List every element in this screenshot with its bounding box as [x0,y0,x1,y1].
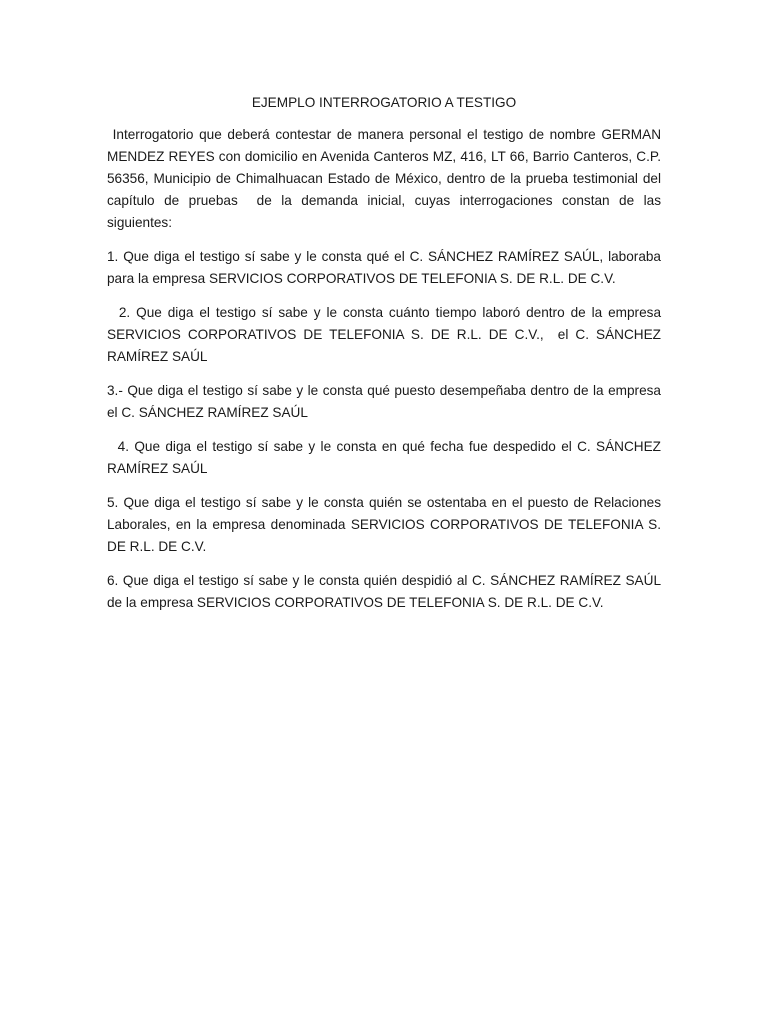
question-5: 5. Que diga el testigo sí sabe y le consta quién se ostentaba en el puesto de Relaciones Laborales, en la empresa denominada SERVICIOS CORPORATIVOS DE TELEFONIA S. DE R.L. DE C.V. [107,495,665,554]
document-title: EJEMPLO INTERROGATORIO A TESTIGO [251,95,517,110]
intro-paragraph: Interrogatorio que deberá contestar de manera personal el testigo de nombre GERMAN MENDEZ REYES con domicilio en Avenida Canteros MZ, 416, LT 66, Barrio Canteros, C.P. 56356, Municipio de Chimalhuacan Estado de México, dentro de la prueba testimonial del capítulo de pruebas de la demanda inicial, cuyas interrogaciones constan de las siguientes: [107,127,665,230]
question-1: 1. Que diga el testigo sí sabe y le consta qué el C. SÁNCHEZ RAMÍREZ SAÚL, laboraba para la empresa SERVICIOS CORPORATIVOS DE TELEFONIA S. DE R.L. DE C.V. [107,249,665,286]
document-body [107,92,665,626]
question-4: 4. Que diga el testigo sí sabe y le consta en qué fecha fue despedido el C. SÁNCHEZ RAMÍREZ SAÚL [107,439,665,476]
question-2: 2. Que diga el testigo sí sabe y le consta cuánto tiempo laboró dentro de la empresa SERVICIOS CORPORATIVOS DE TELEFONIA S. DE R.L. DE C.V., el C. SÁNCHEZ RAMÍREZ SAÚL [107,305,665,364]
question-3: 3.- Que diga el testigo sí sabe y le consta qué puesto desempeñaba dentro de la empresa el C. SÁNCHEZ RAMÍREZ SAÚL [107,383,665,420]
question-6: 6. Que diga el testigo sí sabe y le consta quién despidió al C. SÁNCHEZ RAMÍREZ SAÚL de la empresa SERVICIOS CORPORATIVOS DE TELEFONIA S. DE R.L. DE C.V. [107,573,665,610]
